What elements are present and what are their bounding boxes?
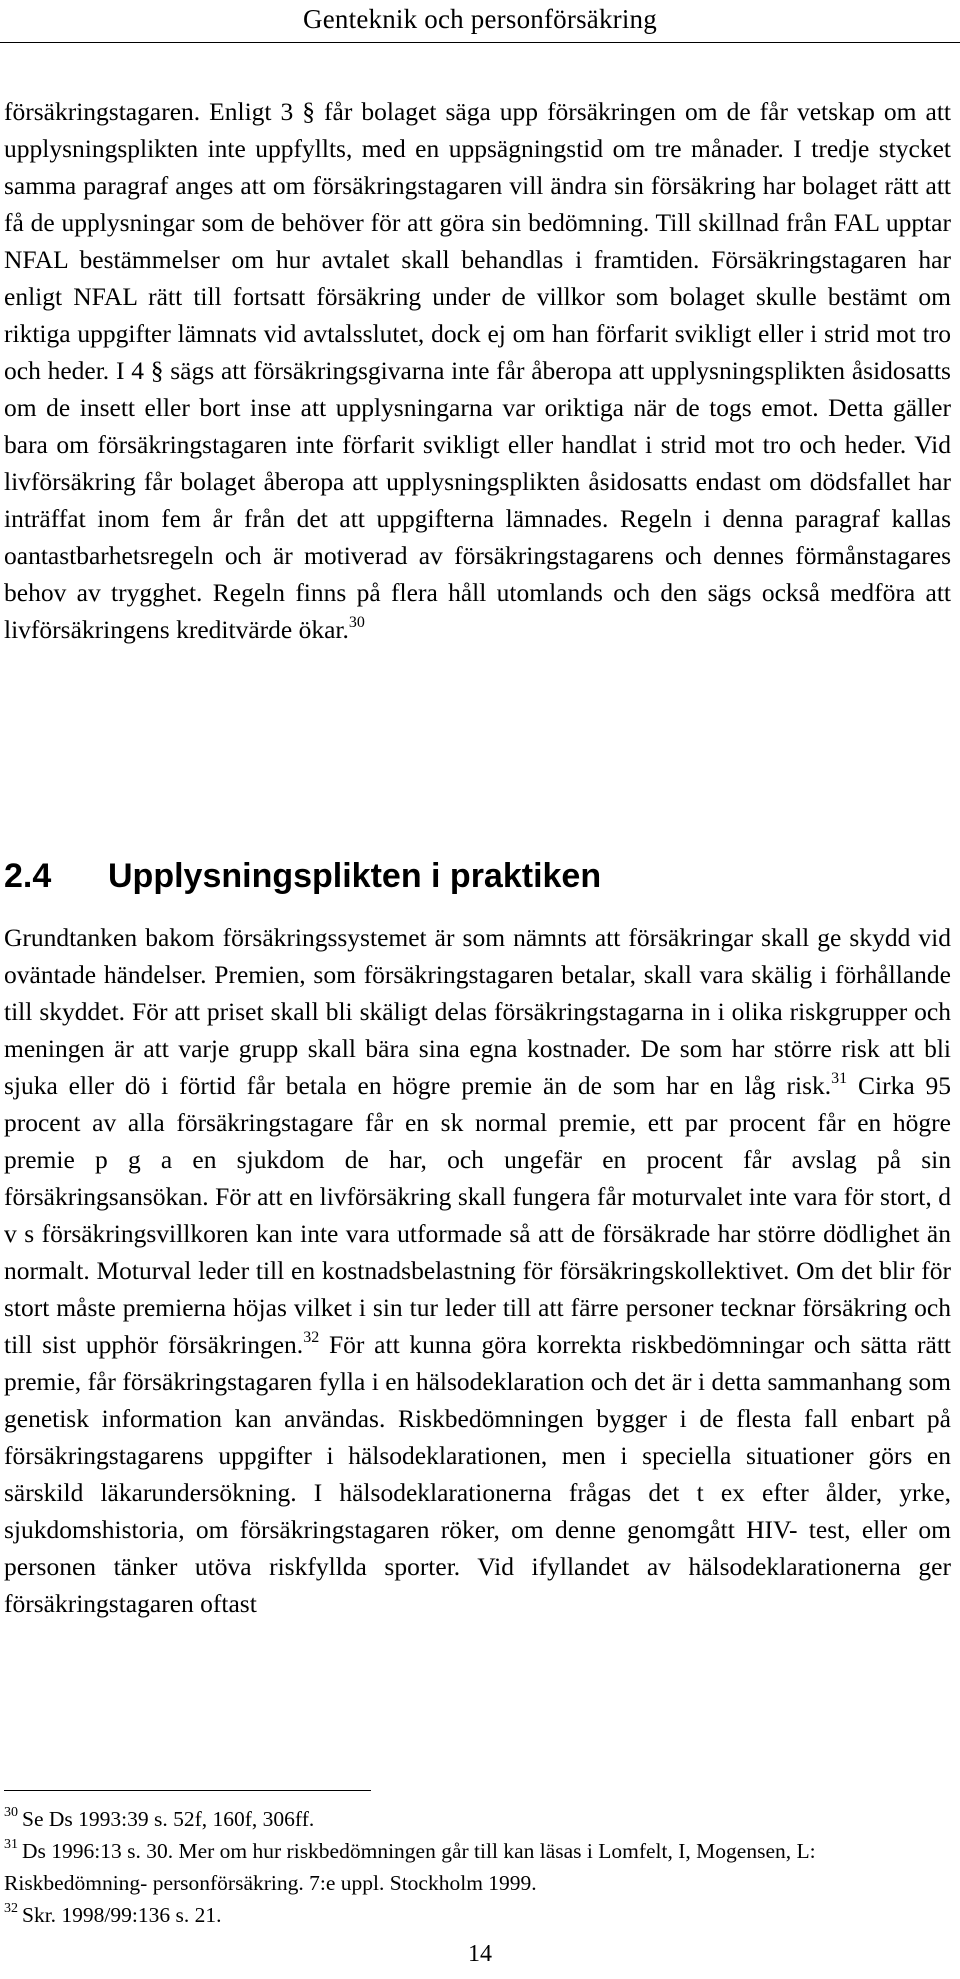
section-number: 2.4 [4,857,52,895]
footnote-number: 32 [4,1900,18,1916]
footnote-ref-30[interactable]: 30 [348,613,365,631]
footnote-32 [4,1899,951,1931]
footnote-rule [4,1790,371,1791]
footnote-number: 30 [4,1804,18,1820]
page-number: 14 [468,1941,492,1967]
footnote-30 [4,1803,951,1835]
paragraph-1-text: försäkringstagaren. Enligt 3 § får bolaget säga upp försäkringen om de får vetskap om att upplysningsplikten inte uppfyllts, med en uppsägningstid om tre månader. I tredje stycket samma paragraf anges att om försäkringstagaren vill ändra sin försäkring har bolaget rätt att få de upplysningar som de behöver för att göra sin bedömning. Till skillnad från FAL upptar NFAL bestämmelser om hur avtalet skall behandlas i framtiden. Försäkringstagaren har enligt NFAL rätt till fortsatt försäkring under de villkor som bolaget skulle bestämt om riktiga uppgifter lämnats vid avtalsslutet, dock ej om han förfarit svikligt eller i strid mot tro och heder. I 4 § sägs att försäkringsgivarna inte får åberopa att upplysningsplikten åsidosatts om de insett eller bort inse att upplysningarna var oriktiga när de togs emot. Detta gäller bara om försäkringstagaren inte förfarit svikligt eller handlat i strid mot tro och heder. Vid livförsäkring får bolaget åberopa att upplysningsplikten åsidosatts endast om dödsfallet har inträffat inom fem år från det att uppgifterna lämnades. Regeln i denna paragraf kallas oantastbarhetsregeln och är motiverad av försäkringstagarens och dennes förmånstagares behov av trygghet. Regeln finns på flera håll utomlands och den sägs också medföra att livförsäkringens kreditvärde ökar. [4,97,951,644]
footnote-text: Skr. 1998/99:136 s. 21. [22,1903,222,1927]
body-paragraph-1 [4,93,951,648]
header-rule [0,42,960,43]
paragraph-2-part-3: För att kunna göra korrekta riskbedömningar och sätta rätt premie, får försäkringstagaren fylla i en hälsodeklaration och det är i detta sammanhang som genetisk information kan användas. Riskbedömningen bygger i de flesta fall enbart på försäkringstagarens uppgifter i hälsodeklarationen, men i speciella situationer görs en särskild läkarundersökning. I hälsodeklarationerna frågas det t ex efter ålder, yrke, sjukdomshistoria, om försäkringstagaren röker, om denne genomgått HIV- test, eller om personen tänker utöva riskfyllda sporter. Vid ifyllandet av hälsodeklarationerna ger försäkringstagaren oftast [4,1330,952,1618]
footnote-text: Se Ds 1993:39 s. 52f, 160f, 306ff. [22,1807,315,1831]
footnotes [4,1803,951,1931]
paragraph-2-part-1: Grundtanken bakom försäkringssystemet är som nämnts att försäkringar skall ge skydd vid oväntade händelser. Premien, som försäkringstagaren betalar, skall vara skälig i förhållande till skyddet. För att priset skall bli skäligt delas försäkringstagarna in i olika riskgrupper och meningen är att varje grupp skall bära sina egna kostnader. De som har större risk att bli sjuka eller dö i förtid får betala en högre premie än de som har en låg risk. [4,923,951,1100]
footnote-31 [4,1835,951,1899]
running-head: Genteknik och personförsäkring [303,4,657,34]
section-title: Upplysningsplikten i praktiken [108,857,602,895]
section-heading [4,856,601,896]
footnote-number: 31 [4,1836,18,1852]
footnote-ref-31[interactable]: 31 [831,1069,848,1087]
footnote-ref-32[interactable]: 32 [303,1328,320,1346]
footnote-text: Ds 1996:13 s. 30. Mer om hur riskbedömningen går till kan läsas i Lomfelt, I, Mogensen, L: Riskbedömning- personförsäkring. 7:e uppl. Stockholm 1999. [4,1839,816,1895]
body-paragraph-2 [4,919,951,1622]
paragraph-2-part-2: Cirka 95 procent av alla försäkringstagare får en sk normal premie, ett par procent får en högre premie p g a en sjukdom de har, och ungefär en procent får avslag på sin försäkringsansökan. För att en livförsäkring skall fungera får moturvalet inte vara för stort, d v s försäkringsvillkoren kan inte vara utformade så att de försäkrade har större dödlighet än normalt. Moturval leder till en kostnadsbelastning för försäkringskollektivet. Om det blir för stort måste premierna höjas vilket i sin tur leder till att färre personer tecknar försäkring och till sist upphör försäkringen. [4,1071,951,1359]
